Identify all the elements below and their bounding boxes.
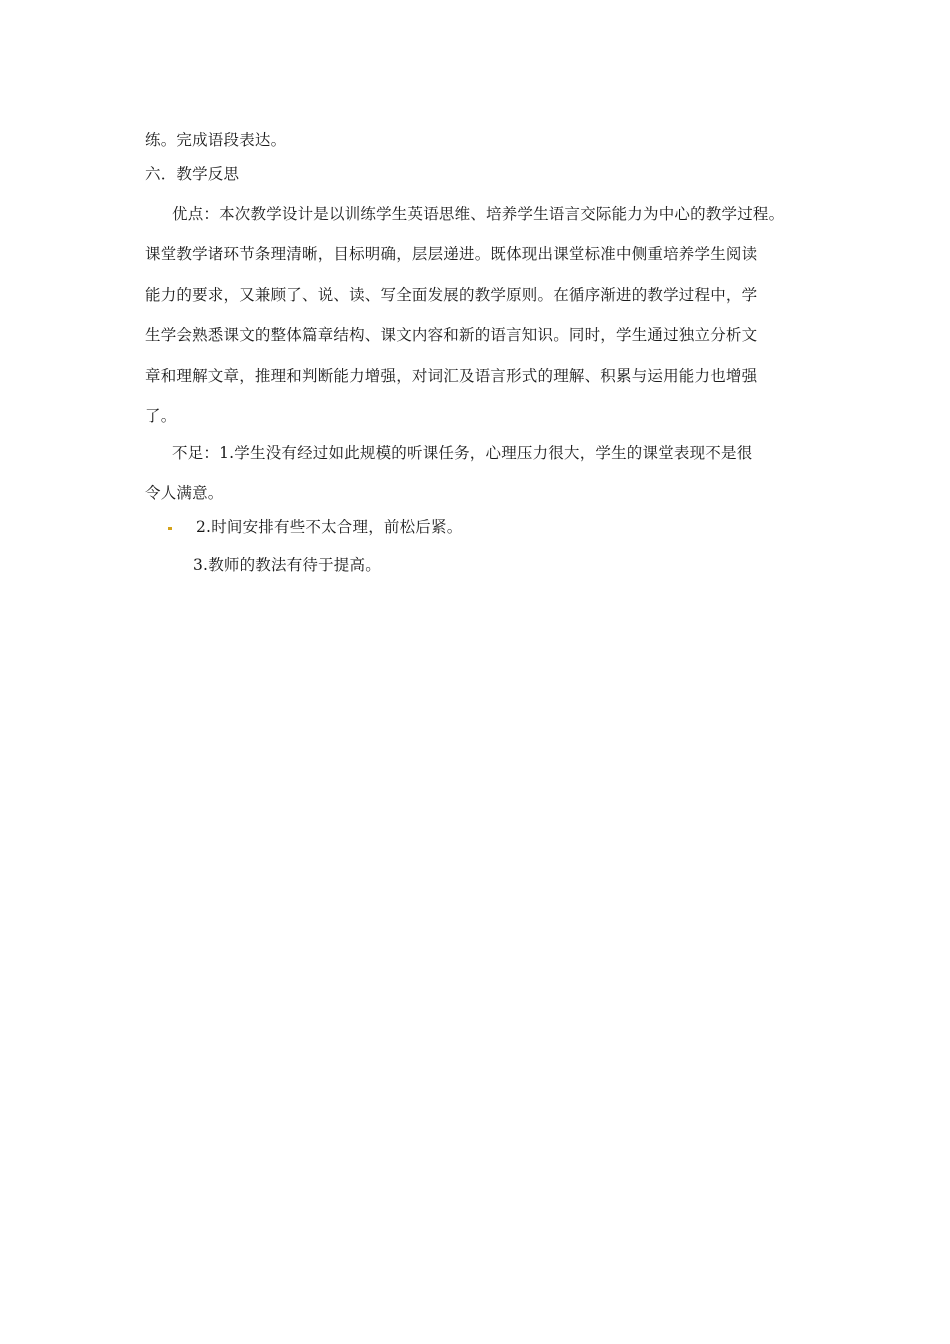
- yellow-mark: [168, 527, 172, 530]
- advantages-line-3: 能力的要求，又兼顾了、说、读、写全面发展的教学原则。在循序渐进的教学过程中，学: [145, 286, 758, 304]
- paragraph-continuation: 练。完成语段表达。: [145, 131, 287, 149]
- advantages-line-4: 生学会熟悉课文的整体篇章结构、课文内容和新的语言知识。同时，学生通过独立分析文: [145, 326, 758, 344]
- advantages-line-2: 课堂教学诸环节条理清晰，目标明确，层层递进。既体现出课堂标准中侧重培养学生阅读: [145, 245, 758, 263]
- advantages-line-6: 了。: [145, 407, 177, 425]
- shortcomings-line-2: 令人满意。: [145, 484, 224, 502]
- advantages-line-5: 章和理解文章，推理和判断能力增强，对词汇及语言形式的理解、积累与运用能力也增强: [145, 367, 758, 385]
- advantages-line-1: 优点：本次教学设计是以训练学生英语思维、培养学生语言交际能力为中心的教学过程。: [172, 205, 785, 223]
- shortcomings-item-2: 2.时间安排有些不太合理，前松后紧。: [196, 518, 463, 536]
- shortcomings-line-1: 不足：1.学生没有经过如此规模的听课任务，心理压力很大，学生的课堂表现不是很: [172, 444, 753, 462]
- section-heading: 六．教学反思: [145, 165, 240, 183]
- shortcomings-item-3: 3.教师的教法有待于提高。: [193, 556, 381, 574]
